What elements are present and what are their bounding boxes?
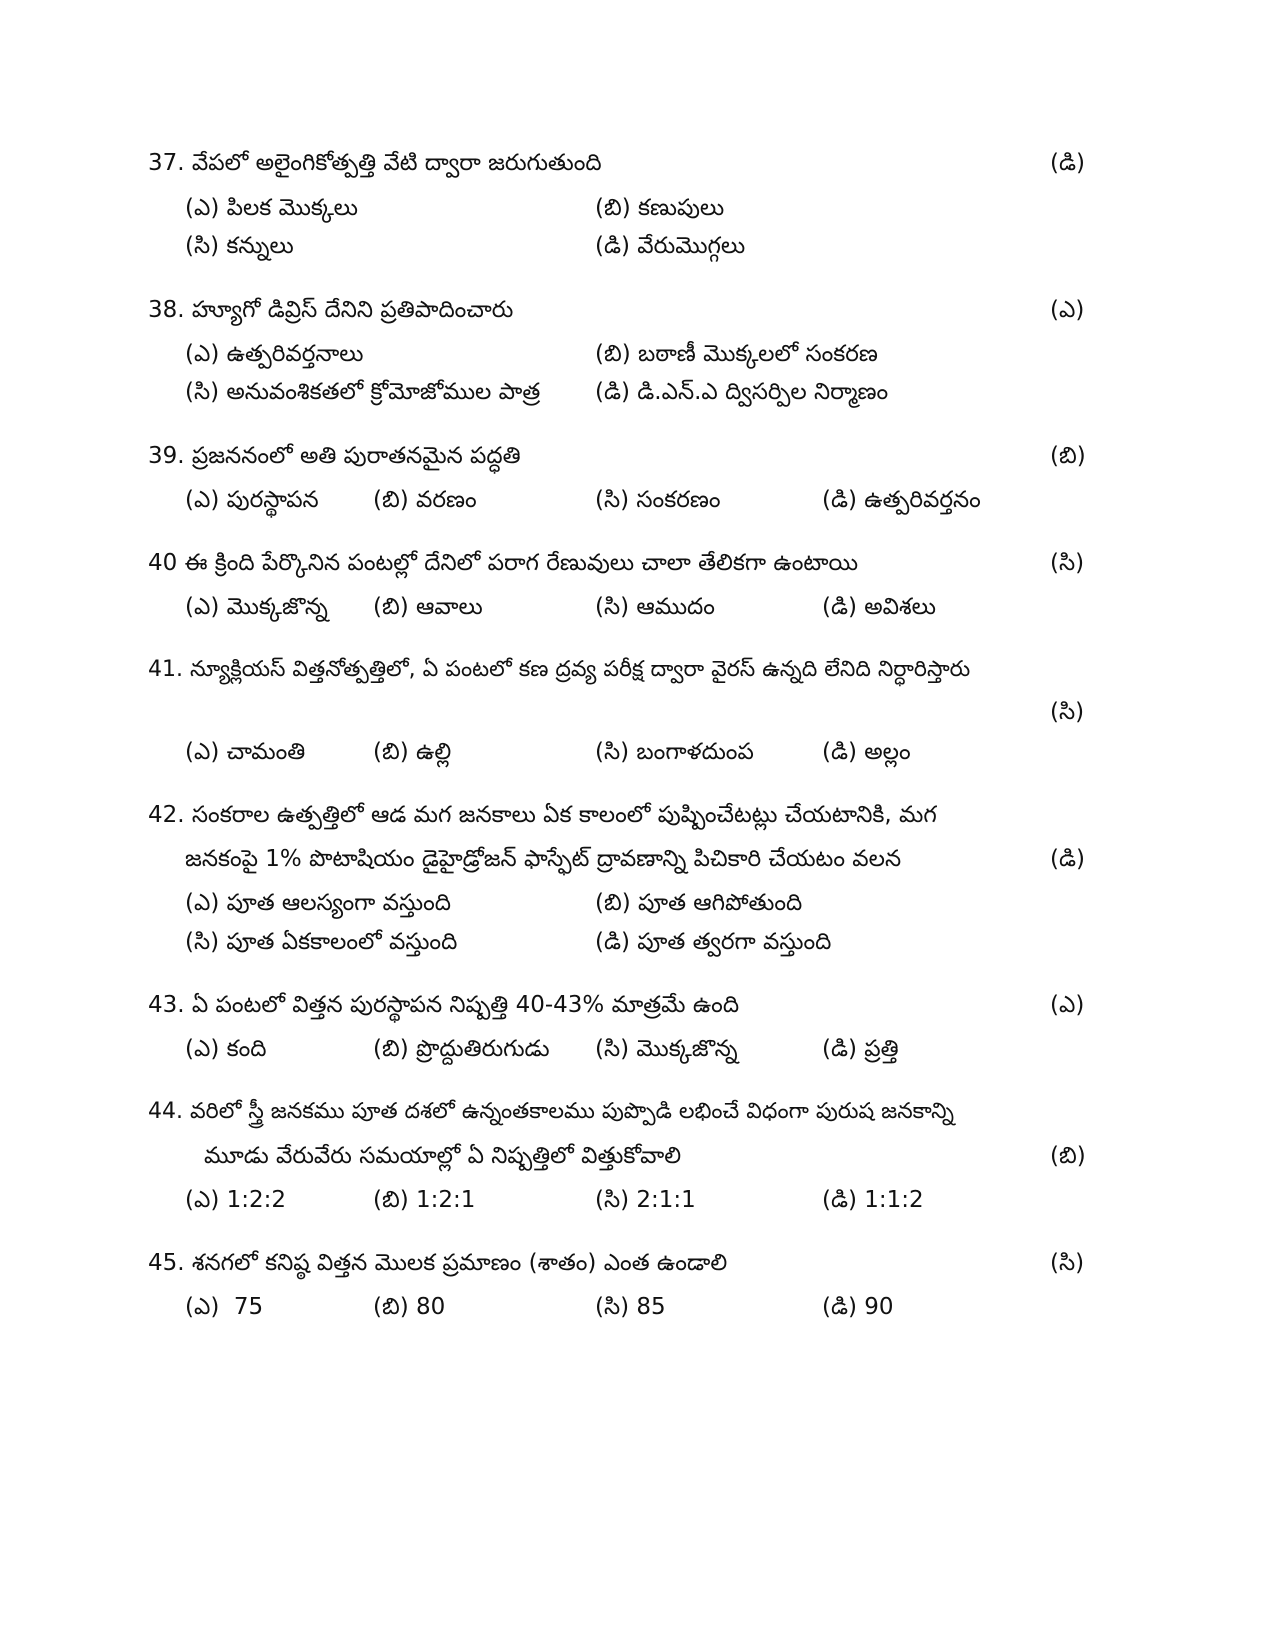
answer-key: (ఎ) [1050, 297, 1085, 323]
options-row [0, 587, 1275, 627]
option-d: (డి) డి.ఎన్.ఎ ద్విసర్పిల నిర్మాణం [595, 379, 889, 405]
option-b: (బి) కణుపులు [595, 195, 725, 221]
question-stem: ప్రజననంలో అతి పురాతనమైన పద్ధతి [191, 443, 521, 469]
question-stem: శనగలో కనిష్ఠ విత్తన మొలక ప్రమాణం (శాతం) ఎంత ఉండాలి [191, 1250, 728, 1276]
question-number: 43. [148, 992, 185, 1018]
question-stem-continued: మూడు వేరువేరు సమయాల్లో ఏ నిష్పత్తిలో విత్తుకోవాలి [204, 1143, 682, 1169]
options-row [0, 883, 1275, 923]
question-39 [0, 436, 1275, 476]
answer-key: (సి) [1050, 1250, 1085, 1276]
option-a: (ఎ) చామంతి [185, 739, 306, 765]
option-a: (ఎ) పూత ఆలస్యంగా వస్తుంది [185, 890, 452, 916]
option-d: (డి) ప్రత్తి [822, 1036, 899, 1062]
question-stem-continued: జనకంపై 1% పొటాషియం డైహైడ్రోజన్ ఫాస్ఫేట్ ద్రావణాన్ని పిచికారి చేయటం వలన [185, 846, 902, 872]
question-37 [0, 143, 1275, 183]
question-stem: ఏ పంటలో విత్తన పురస్థాపన నిష్పత్తి 40-43% మాత్రమే ఉంది [191, 992, 740, 1018]
option-d: (డి) 90 [822, 1294, 894, 1320]
option-b: (బి) బఠాణీ మొక్కలలో సంకరణ [595, 341, 878, 367]
question-stem: వరిలో స్త్రీ జనకము పూత దశలో ఉన్నంతకాలము పుప్పొడి లభించే విధంగా పురుష జనకాన్ని [190, 1099, 955, 1124]
question-42-continued [0, 839, 1275, 879]
answer-key: (డి) [1050, 846, 1085, 872]
question-number: 37. [148, 150, 185, 176]
option-b: (బి) ఉల్లి [373, 739, 452, 765]
answer-key: (బి) [1050, 443, 1086, 469]
options-row [0, 188, 1275, 228]
answer-key: (సి) [1050, 550, 1085, 576]
option-a: (ఎ) పురస్థాపన [185, 487, 319, 513]
question-number: 38. [148, 297, 185, 323]
option-a: (ఎ) కంది [185, 1036, 267, 1062]
question-text [148, 143, 602, 183]
question-text [148, 795, 937, 835]
option-c: (సి) సంకరణం [595, 487, 721, 513]
question-number: 45. [148, 1250, 185, 1276]
option-b: (బి) వరణం [373, 487, 477, 513]
option-d: (డి) అల్లం [822, 739, 911, 765]
answer-key: (సి) [1050, 699, 1085, 725]
question-40 [0, 543, 1275, 583]
question-text [148, 543, 858, 583]
question-number: 42. [148, 802, 185, 828]
options-row [0, 732, 1275, 772]
answer-key: (బి) [1050, 1143, 1086, 1169]
option-a: (ఎ) పిలక మొక్కలు [185, 195, 358, 221]
options-row [0, 1029, 1275, 1069]
option-d: (డి) 1:1:2 [822, 1187, 924, 1213]
question-42 [0, 795, 1275, 835]
question-44 [0, 1092, 1275, 1132]
options-row [0, 1287, 1275, 1327]
question-number: 39. [148, 443, 185, 469]
option-c: (సి) ఆముదం [595, 594, 715, 620]
question-45 [0, 1243, 1275, 1283]
option-b: (బి) ఆవాలు [373, 594, 483, 620]
option-d: (డి) పూత త్వరగా వస్తుంది [595, 929, 832, 955]
question-stem: న్యూక్లియస్ విత్తనోత్పత్తిలో, ఏ పంటలో కణ ద్రవ్య పరీక్ష ద్వారా వైరస్ ఉన్నది లేనిది నిర్ధారిస్తారు [190, 657, 971, 682]
question-text [148, 1092, 954, 1132]
question-stem: వేపలో అలైంగికోత్పత్తి వేటి ద్వారా జరుగుతుంది [191, 150, 602, 176]
option-c: (సి) పూత ఏకకాలంలో వస్తుంది [185, 929, 458, 955]
option-d: (డి) ఉత్పరివర్తనం [822, 487, 981, 513]
question-stem: ఈ క్రింది పేర్కొనిన పంటల్లో దేనిలో పరాగ రేణువులు చాలా తేలికగా ఉంటాయి [184, 550, 859, 576]
options-row [0, 226, 1275, 266]
question-41 [0, 650, 1275, 690]
options-row [0, 334, 1275, 374]
option-c: (సి) కన్నులు [185, 233, 294, 259]
option-c: (సి) అనువంశికతలో క్రోమోజోముల పాత్ర [185, 379, 541, 405]
option-b: (బి) ప్రొద్దుతిరుగుడు [373, 1036, 550, 1062]
option-c: (సి) బంగాళదుంప [595, 739, 754, 765]
option-c: (సి) 2:1:1 [595, 1187, 696, 1213]
question-number: 44. [148, 1099, 183, 1124]
option-b: (బి) 1:2:1 [373, 1187, 476, 1213]
question-text [148, 290, 513, 330]
question-text [148, 1243, 727, 1283]
options-row [0, 480, 1275, 520]
option-a: (ఎ) 1:2:2 [185, 1187, 287, 1213]
question-stem: సంకరాల ఉత్పత్తిలో ఆడ మగ జనకాలు ఏక కాలంలో పుష్పించేటట్లు చేయటానికి, మగ [191, 802, 937, 828]
answer-row [0, 692, 1275, 732]
question-number: 40 [148, 550, 178, 576]
option-b: (బి) 80 [373, 1294, 446, 1320]
question-text [148, 436, 521, 476]
question-43 [0, 985, 1275, 1025]
question-stem: హ్యూగో డివ్రిస్ దేనిని ప్రతిపాదించారు [191, 297, 514, 323]
question-text [148, 985, 739, 1025]
option-a: (ఎ) 75 [185, 1294, 264, 1320]
option-d: (డి) అవిశలు [822, 594, 936, 620]
option-d: (డి) వేరుమొగ్గలు [595, 233, 746, 259]
answer-key: (డి) [1050, 150, 1085, 176]
option-b: (బి) పూత ఆగిపోతుంది [595, 890, 803, 916]
option-a: (ఎ) మొక్కజొన్న [185, 594, 328, 620]
answer-key: (ఎ) [1050, 992, 1085, 1018]
options-row [0, 922, 1275, 962]
question-44-continued [0, 1136, 1275, 1176]
option-c: (సి) మొక్కజొన్న [595, 1036, 738, 1062]
question-text [148, 650, 970, 690]
question-number: 41. [148, 657, 183, 682]
option-a: (ఎ) ఉత్పరివర్తనాలు [185, 341, 364, 367]
options-row [0, 372, 1275, 412]
option-c: (సి) 85 [595, 1294, 666, 1320]
question-38 [0, 290, 1275, 330]
options-row [0, 1180, 1275, 1220]
